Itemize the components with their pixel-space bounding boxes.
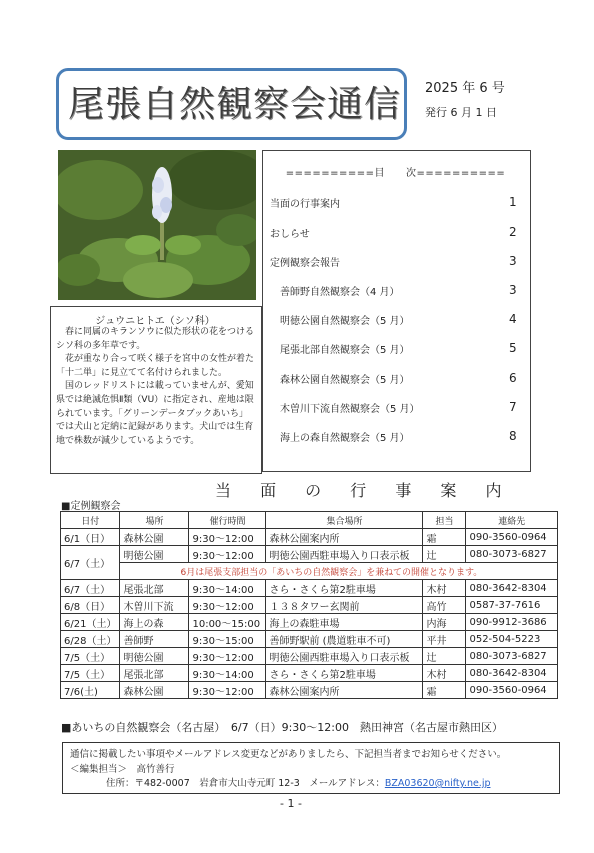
column-header: 日付 [61, 512, 120, 529]
caption-title: ジュウニヒトエ（シソ科） [95, 316, 215, 327]
table-cell: 090-3560-0964 [466, 529, 558, 546]
table-cell: 9:30～12:00 [189, 648, 266, 665]
table-cell: さら・さくら第2駐車場 [266, 580, 423, 597]
table-cell: 高竹 [423, 597, 466, 614]
table-cell: 霜 [423, 682, 466, 699]
caption-body [56, 326, 256, 448]
table-cell: 9:30～14:00 [189, 665, 266, 682]
table-note: 6月は尾張支部担当の「あいちの自然観察会」を兼ねての開催となります。 [120, 563, 558, 580]
table-row [61, 648, 558, 665]
table-cell: 辻 [423, 648, 466, 665]
toc-item-label: 当面の行事案内 [270, 199, 340, 210]
table-row [61, 665, 558, 682]
table-row [61, 631, 558, 648]
table-row [61, 529, 558, 546]
table-cell: 090-9912-3686 [466, 614, 558, 631]
toc-item-label: 森林公園自然観察会（5 月） [280, 375, 410, 386]
table-cell: 辻 [423, 546, 466, 563]
toc-item-label: おしらせ [270, 229, 310, 240]
toc-item-label: 尾張北部自然観察会（5 月） [280, 345, 410, 356]
caption-paragraph: 花が重なり合って咲く様子を宮中の女性が着た「十二単」に見立てて名付けられました。 [56, 354, 255, 378]
toc-title: ==========目 次========== [285, 168, 506, 179]
table-cell: 090-3560-0964 [466, 682, 558, 699]
table-cell: 080-3073-6827 [466, 648, 558, 665]
table-cell: 9:30～12:00 [189, 529, 266, 546]
contact-notice: 通信に掲載したい事項やメールアドレス変更などがありましたら、下記担当者までお知らせください。 [70, 749, 507, 760]
toc-item-page: 2 [509, 225, 517, 239]
table-cell: 明徳公園 [120, 546, 189, 563]
column-header: 集合場所 [266, 512, 423, 529]
table-cell: 0587-37-7616 [466, 597, 558, 614]
caption-paragraph: 春に同属のキランソウに似た形状の花をつけるシソ科の多年草です。 [56, 327, 255, 351]
editor-line: ＜編集担当＞ 高竹善行 [70, 764, 175, 775]
table-cell: 霜 [423, 529, 466, 546]
table-cell: 7/6(土) [61, 682, 120, 699]
column-header: 担当 [423, 512, 466, 529]
table-header-row [61, 512, 558, 529]
table-cell: 6/8（日） [61, 597, 120, 614]
address-text: 住所：〒482-0007 岩倉市大山寺元町 12-3 メールアドレス： [106, 778, 385, 789]
table-cell: 7/5（土） [61, 648, 120, 665]
toc-item-page: 1 [509, 195, 517, 209]
table-cell: 9:30～12:00 [189, 546, 266, 563]
table-row [61, 546, 558, 563]
events-table [60, 511, 558, 699]
table-cell: １３８タワー玄関前 [266, 597, 423, 614]
column-header: 連絡先 [466, 512, 558, 529]
table-cell: 9:30～15:00 [189, 631, 266, 648]
table-cell: 9:30～12:00 [189, 597, 266, 614]
table-cell: 内海 [423, 614, 466, 631]
toc-item-page: 3 [509, 283, 517, 297]
table-cell: 平井 [423, 631, 466, 648]
table-cell: 森林公園 [120, 529, 189, 546]
regular-section-label: ■定例観察会 [61, 501, 121, 512]
table-cell: 森林公園 [120, 682, 189, 699]
toc-item-page: 6 [509, 371, 517, 385]
table-cell: 080-3642-8304 [466, 580, 558, 597]
plant-photo-illustration [58, 150, 256, 300]
table-row [61, 614, 558, 631]
toc-item-page: 8 [509, 429, 517, 443]
toc-item-label: 明徳公園自然観察会（5 月） [280, 316, 410, 327]
table-cell: 6/1（日） [61, 529, 120, 546]
toc-item-label: 定例観察会報告 [270, 258, 340, 269]
table-cell: 6/21（土） [61, 614, 120, 631]
table-cell: 善師野駅前 (農道駐車不可) [266, 631, 423, 648]
email-link[interactable]: BZA03620@nifty.ne.jp [384, 778, 491, 789]
table-cell: 080-3073-6827 [466, 546, 558, 563]
table-cell: 明徳公園西駐車場入り口表示板 [266, 546, 423, 563]
table-cell: さら・さくら第2駐車場 [266, 665, 423, 682]
issue-number: 2025 年 6 号 [425, 81, 505, 96]
table-cell: 善師野 [120, 631, 189, 648]
table-cell: 尾張北部 [120, 580, 189, 597]
toc-item-label: 海上の森自然観察会（5 月） [280, 433, 410, 444]
table-row [61, 597, 558, 614]
plant-photo [58, 150, 256, 300]
table-cell: 9:30～14:00 [189, 580, 266, 597]
toc-item-page: 3 [509, 254, 517, 268]
table-cell: 6/7（土） [61, 580, 120, 597]
newsletter-title: 尾張自然観察会通信 [68, 84, 402, 125]
toc-item-label: 木曽川下流自然観察会（5 月） [280, 404, 420, 415]
toc-item-page: 4 [509, 312, 517, 326]
table-cell: 海上の森駐車場 [266, 614, 423, 631]
table-row [61, 682, 558, 699]
toc-item-label: 善師野自然観察会（4 月） [280, 287, 400, 298]
table-cell: 森林公園案内所 [266, 529, 423, 546]
events-heading: 当 面 の 行 事 案 内 [215, 481, 514, 500]
page-number: - 1 - [280, 797, 302, 810]
aichi-event-line: ■あいちの自然観察会（名古屋） 6/7（日）9:30～12:00 熱田神宮（名古屋市熱田区） [61, 721, 503, 734]
table-cell: 森林公園案内所 [266, 682, 423, 699]
caption-paragraph: 国のレッドリストには載っていませんが、愛知県では絶滅危惧Ⅱ類（VU）に指定され、産地は限られています。「グリーンデータブックあいち」では犬山と定納に記録があります。犬山では生育地で株数が減少しているようです。 [56, 381, 254, 446]
table-row [61, 580, 558, 597]
table-cell: 6/7（土） [61, 546, 120, 580]
table-cell: 9:30～12:00 [189, 682, 266, 699]
toc-item-page: 7 [509, 400, 517, 414]
table-cell: 7/5（土） [61, 665, 120, 682]
table-cell: 尾張北部 [120, 665, 189, 682]
table-cell: 海上の森 [120, 614, 189, 631]
table-cell: 明徳公園西駐車場入り口表示板 [266, 648, 423, 665]
issue-date: 発行 6 月 1 日 [425, 106, 497, 119]
toc-item-page: 5 [509, 341, 517, 355]
table-cell: 080-3642-8304 [466, 665, 558, 682]
table-cell: 10:00～15:00 [189, 614, 266, 631]
table-cell: 木曽川下流 [120, 597, 189, 614]
table-cell: 052-504-5223 [466, 631, 558, 648]
address-line [106, 775, 491, 789]
table-cell: 木村 [423, 580, 466, 597]
table-cell: 明徳公園 [120, 648, 189, 665]
table-cell: 6/28（土） [61, 631, 120, 648]
column-header: 場所 [120, 512, 189, 529]
table-note-row [61, 563, 558, 580]
table-cell: 木村 [423, 665, 466, 682]
column-header: 催行時間 [189, 512, 266, 529]
